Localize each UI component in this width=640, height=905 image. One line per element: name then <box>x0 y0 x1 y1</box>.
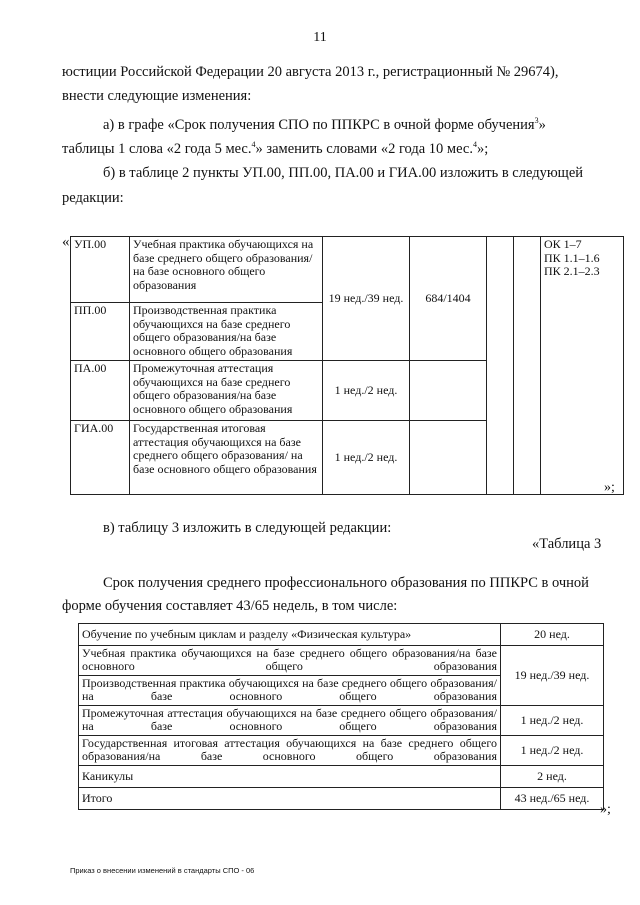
table3-val: 2 нед. <box>501 766 604 788</box>
table3-desc: Итого <box>79 788 501 810</box>
table2-code: ПА.00 <box>71 361 130 421</box>
table-row <box>79 646 604 676</box>
item-a-line-1 <box>103 116 613 134</box>
table2-code: ПП.00 <box>71 303 130 361</box>
table3-desc: Промежуточная аттестация обучающихся на базе среднего общего образования/на базе основного общего образования <box>79 706 501 736</box>
table3-desc: Производственная практика обучающихся на базе среднего общего образования/на базе основного общего образования <box>79 676 501 706</box>
table3-val: 1 нед./2 нед. <box>501 706 604 736</box>
intro-line-1: юстиции Российской Федерации 20 августа 2013 г., регистрационный № 29674), <box>62 64 559 80</box>
competency-ok: ОК 1–7 <box>544 237 582 251</box>
table2-code: ГИА.00 <box>71 421 130 495</box>
table-row <box>79 624 604 646</box>
table3-val-merged: 19 нед./39 нед. <box>501 646 604 706</box>
table3-label: «Таблица 3 <box>532 536 602 552</box>
table2-hours-merged: 684/1404 <box>410 237 487 361</box>
table-row <box>79 788 604 810</box>
item-b-line-1: б) в таблице 2 пункты УП.00, ПП.00, ПА.00 и ГИА.00 изложить в следующей <box>103 165 584 181</box>
competency-pk1: ПК 1.1–1.6 <box>544 250 600 265</box>
table3-desc: Обучение по учебным циклам и разделу «Физическая культура» <box>79 624 501 646</box>
table-row <box>71 237 624 303</box>
table2-empty-col-2 <box>514 237 541 495</box>
page-number: 11 <box>313 30 327 45</box>
table2-weeks: 1 нед./2 нед. <box>323 421 410 495</box>
table3-desc: Государственная итоговая аттестация обучающихся на базе среднего общего образования/на базе основного общего образования <box>79 736 501 766</box>
item-b-line-2: редакции: <box>62 190 124 206</box>
table3-close-mark: »; <box>600 802 611 817</box>
table2 <box>70 236 624 495</box>
table3-desc: Каникулы <box>79 766 501 788</box>
table3 <box>78 623 604 810</box>
table2-hours-empty <box>410 421 487 495</box>
table2-competencies <box>541 237 624 495</box>
table3-desc: Учебная практика обучающихся на базе среднего общего образования/на базе основного общего образования <box>79 646 501 676</box>
item-a-line-2 <box>62 140 488 158</box>
table2-name: Государственная итоговая аттестация обучающихся на базе среднего общего образования/ на базе основного общего образования <box>130 421 323 495</box>
footnote-4b: 4 <box>472 140 477 149</box>
item-a-text-2c: »; <box>476 140 489 157</box>
table2-open-quote: « <box>62 234 70 250</box>
table-row <box>79 766 604 788</box>
footer: Приказ о внесении изменений в стандарты СПО - 06 <box>70 866 255 875</box>
table-row <box>79 706 604 736</box>
item-a-text: а) в графе «Срок получения СПО по ППКРС в очной форме обучения <box>103 116 535 133</box>
table2-weeks-merged: 19 нед./39 нед. <box>323 237 410 361</box>
table3-val: 20 нед. <box>501 624 604 646</box>
footnote-4a: 4 <box>251 140 256 149</box>
table2-empty-col-1 <box>487 237 514 495</box>
table2-code: УП.00 <box>71 237 130 303</box>
table2-weeks: 1 нед./2 нед. <box>323 361 410 421</box>
competency-pk2: ПК 2.1–2.3 <box>544 264 600 278</box>
table3-heading-line-2: форме обучения составляет 43/65 недель, в том числе: <box>62 598 398 614</box>
intro-line-2: внести следующие изменения: <box>62 88 252 104</box>
table3-val: 43 нед./65 нед. <box>501 788 604 810</box>
item-a-text-2a: таблицы 1 слова «2 года 5 мес. <box>62 140 252 157</box>
item-a-quote: » <box>538 116 546 133</box>
table2-hours-empty <box>410 361 487 421</box>
item-c: в) таблицу 3 изложить в следующей редакции: <box>103 520 392 536</box>
table3-heading-line-1: Срок получения среднего профессионального образования по ППКРС в очной <box>103 575 589 591</box>
table2-close-mark: »; <box>604 480 615 495</box>
table2-name: Производственная практика обучающихся на базе среднего общего образования/на базе основного общего образования <box>130 303 323 361</box>
item-a-text-2b: » заменить словами «2 года 10 мес. <box>255 140 473 157</box>
table2-name: Учебная практика обучающихся на базе среднего общего образования/на базе основного общего образования <box>130 237 323 303</box>
table2-name: Промежуточная аттестация обучающихся на базе среднего общего образования/на базе основного общего образования <box>130 361 323 421</box>
table-row <box>79 736 604 766</box>
footnote-3: 3 <box>534 116 539 125</box>
table3-val: 1 нед./2 нед. <box>501 736 604 766</box>
